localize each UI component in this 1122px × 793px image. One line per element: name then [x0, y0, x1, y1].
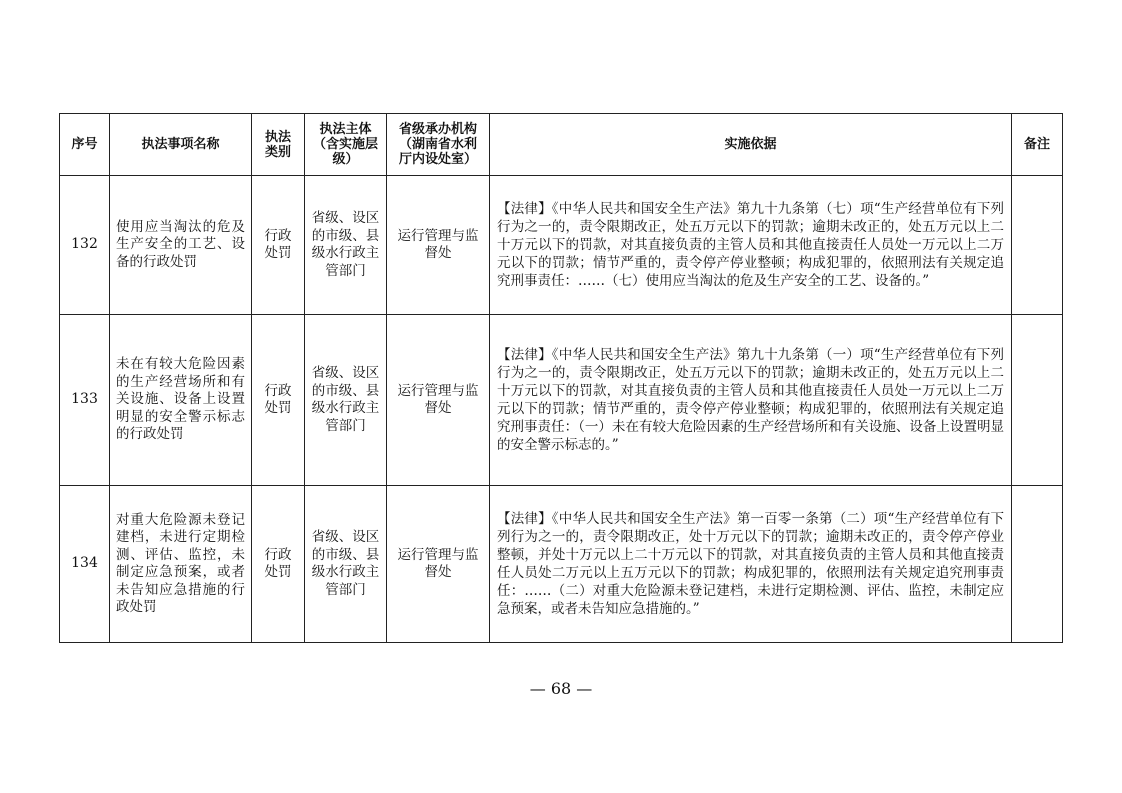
enforcement-category: 行政处罚 — [252, 315, 305, 486]
header-subject: 执法主体（含实施层级） — [305, 114, 387, 176]
item-name: 未在有较大危险因素的生产经营场所和有关设施、设备上设置明显的安全警示标志的行政处罚 — [110, 315, 252, 486]
remark — [1012, 486, 1063, 643]
legal-basis: 【法律】《中华人民共和国安全生产法》第九十九条第（一）项“生产经营单位有下列行为之一的，责令限期改正，处五万元以下的罚款；逾期未改正的，处五万元以上二十万元以下的罚款，对其直接负责的主管人员和其他直接责任人员处一万元以上二万元以下的罚款；情节严重的，责令停产停业整顿；构成犯罪的，依照刑法有关规定追究刑事责任：（一）未在有较大危险因素的生产经营场所和有关设施、设备上设置明显的安全警示标志的。” — [490, 315, 1012, 486]
enforcement-subject: 省级、设区的市级、县级水行政主管部门 — [305, 315, 387, 486]
row-number: 132 — [60, 176, 110, 315]
enforcement-subject: 省级、设区的市级、县级水行政主管部门 — [305, 486, 387, 643]
item-name: 对重大危险源未登记建档，未进行定期检测、评估、监控，未制定应急预案，或者未告知应急措施的行政处罚 — [110, 486, 252, 643]
row-number: 133 — [60, 315, 110, 486]
legal-basis: 【法律】《中华人民共和国安全生产法》第九十九条第（七）项“生产经营单位有下列行为之一的，责令限期改正，处五万元以下的罚款；逾期未改正的，处五万元以上二十万元以下的罚款，对其直接负责的主管人员和其他直接责任人员处一万元以上二万元以下的罚款；情节严重的，责令停产停业整顿；构成犯罪的，依照刑法有关规定追究刑事责任：……（七）使用应当淘汰的危及生产安全的工艺、设备的。” — [490, 176, 1012, 315]
header-row — [60, 114, 1063, 176]
page-number: — 68 — — [529, 679, 593, 698]
provincial-office: 运行管理与监督处 — [387, 176, 490, 315]
remark — [1012, 176, 1063, 315]
remark — [1012, 315, 1063, 486]
legal-basis: 【法律】《中华人民共和国安全生产法》第一百零一条第（二）项“生产经营单位有下列行为之一的，责令限期改正，处十万元以下的罚款；逾期未改正的，责令停产停业整顿，并处十万元以上二十万元以下的罚款，对其直接负责的主管人员和其他直接责任人员处二万元以上五万元以下的罚款；构成犯罪的，依照刑法有关规定追究刑事责任：……（二）对重大危险源未登记建档，未进行定期检测、评估、监控，未制定应急预案，或者未告知应急措施的。” — [490, 486, 1012, 643]
header-basis: 实施依据 — [490, 114, 1012, 176]
header-office: 省级承办机构（湖南省水利厅内设处室） — [387, 114, 490, 176]
table-row — [60, 315, 1063, 486]
row-number: 134 — [60, 486, 110, 643]
enforcement-table — [59, 113, 1063, 643]
table-row — [60, 486, 1063, 643]
item-name: 使用应当淘汰的危及生产安全的工艺、设备的行政处罚 — [110, 176, 252, 315]
table-row — [60, 176, 1063, 315]
enforcement-category: 行政处罚 — [252, 176, 305, 315]
header-no: 序号 — [60, 114, 110, 176]
provincial-office: 运行管理与监督处 — [387, 315, 490, 486]
enforcement-category: 行政处罚 — [252, 486, 305, 643]
enforcement-subject: 省级、设区的市级、县级水行政主管部门 — [305, 176, 387, 315]
header-name: 执法事项名称 — [110, 114, 252, 176]
header-category: 执法类别 — [252, 114, 305, 176]
header-remark: 备注 — [1012, 114, 1063, 176]
provincial-office: 运行管理与监督处 — [387, 486, 490, 643]
